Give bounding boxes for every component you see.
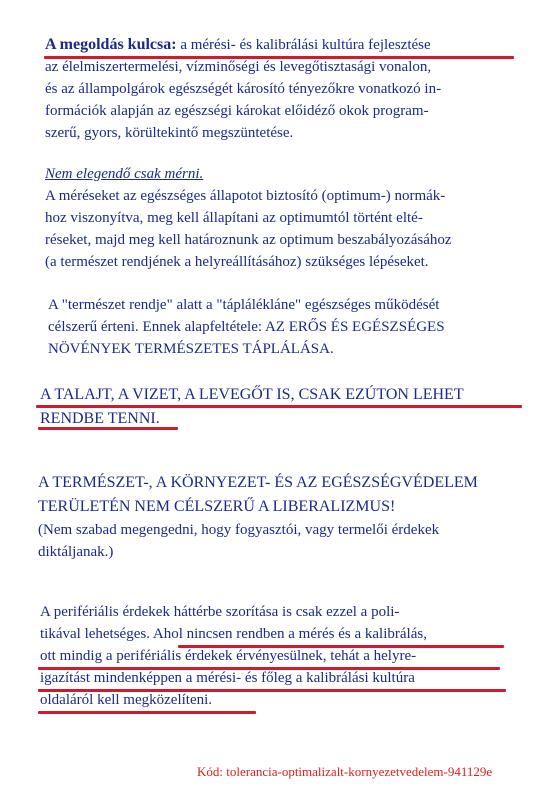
key-solution-lead: a mérési- és kalibrálási kultúra fejlesztése (176, 37, 431, 53)
text-line: igazítást mindenképpen a mérési- és főleg a kalibrálási kultúra (40, 670, 415, 686)
text-line: hoz viszonyítva, meg kell állapítani az optimumtól történt elté- (45, 210, 423, 226)
section-key-solution (45, 34, 441, 144)
red-underline (38, 689, 506, 692)
red-underline (38, 667, 500, 670)
text-line: réseket, majd meg kell határoznunk az optimum beszabályozásához (45, 232, 452, 248)
document-code: Kód: tolerancia-optimalizalt-kornyezetvedelem-941129e (197, 764, 493, 779)
key-solution-label: A megoldás kulcsa: (45, 36, 177, 53)
section-peripheral-interests (40, 601, 427, 711)
text-line: A méréseket az egészséges állapotot biztosító (optimum-) normák- (45, 188, 446, 204)
section-liberalism (38, 471, 478, 563)
text-line: ott mindig a perifériális érdekek érvényesülnek, tehát a helyre- (40, 648, 417, 664)
text-line: oldaláról kell megközelíteni. (40, 692, 213, 708)
text-line: diktáljanak.) (38, 544, 114, 560)
red-underline (36, 405, 522, 408)
text-line: A TERMÉSZET-, A KÖRNYEZET- ÉS AZ EGÉSZSÉGVÉDELEM (38, 474, 478, 491)
red-underline (38, 711, 256, 714)
text-line: RENDBE TENNI. (40, 410, 160, 427)
text-line: (Nem szabad megengedni, hogy fogyasztói, vagy termelői érdekek (38, 522, 440, 538)
text-line: A perifériális érdekek háttérbe szorítása is csak ezzel a poli- (40, 604, 400, 620)
red-underline (38, 427, 178, 430)
text-line: NÖVÉNYEK TERMÉSZETES TÁPLÁLÁSA. (48, 341, 334, 357)
text-line: szerű, gyors, körültekintő megszüntetése. (45, 125, 294, 141)
text-line: TERÜLETÉN NEM CÉLSZERŰ A LIBERALIZMUS! (38, 498, 396, 515)
section-nature-order (48, 294, 445, 360)
text-line: tikával lehetséges. Ahol nincsen rendben a mérés és a kalibrálás, (40, 626, 427, 642)
text-line: A "természet rendje" alatt a "táplálékláne" egészséges működését (48, 297, 440, 313)
text-line: formációk alapján az egészségi károkat előidéző okok program- (45, 103, 429, 119)
section-not-enough (45, 163, 452, 273)
text-line: célszerű érteni. Ennek alapfeltétele: AZ ERŐS ÉS EGÉSZSÉGES (48, 319, 445, 335)
text-line: és az állampolgárok egészségét károsító tényezőkre vonatkozó in- (45, 81, 442, 97)
red-underline (44, 56, 514, 59)
text-line: A TALAJT, A VIZET, A LEVEGŐT IS, CSAK EZÚTON LEHET (40, 386, 464, 403)
section-heading: Nem elegendő csak mérni. (45, 166, 204, 182)
text-line: az élelmiszertermelési, vízminőségi és levegőtisztasági vonalon, (45, 59, 432, 75)
text-line: (a természet rendjének a helyreállításához) szükséges lépéseket. (45, 254, 429, 270)
red-underline (178, 645, 504, 648)
